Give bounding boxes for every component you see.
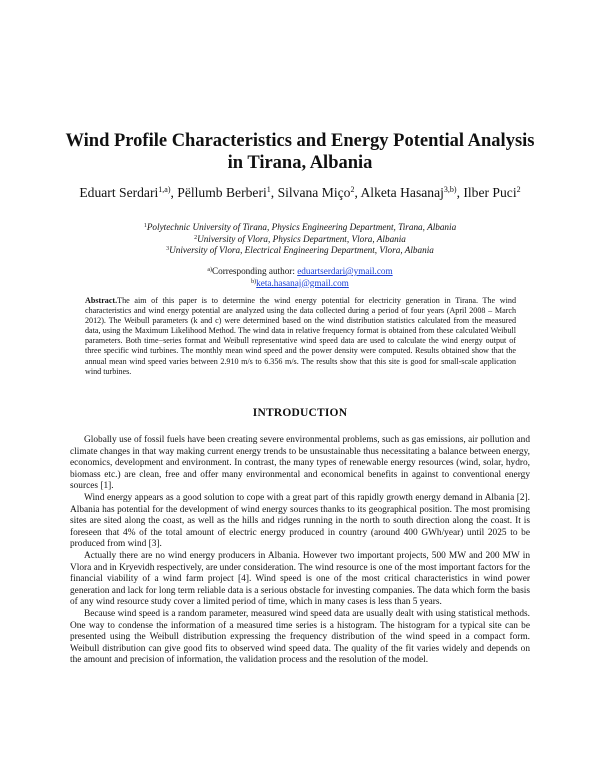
author-separator: , (270, 185, 278, 200)
author-name: Silvana Miço (277, 185, 351, 200)
author-affiliation-mark: 1,a) (158, 185, 171, 194)
author-list (40, 185, 560, 201)
body-paragraph: Actually there are no wind energy producers in Albania. However two important projects, 500 MW and 200 MW in Vlora and in Kryevidh respectively, are under consideration. The wind resource is one of the most important factors for the financial viability of a wind farm project [4]. Wind speed is one of the most critical characteristics in wind power generation and lack for long term reliable data is a serious obstacle for investing companies. The data which form the basis of any wind resource study cover a limited period of time, which in many cases is less than 5 years. (70, 550, 530, 608)
corresponding-mark: a) (207, 267, 212, 273)
abstract (85, 296, 516, 377)
author-affiliation-mark: 2 (516, 185, 521, 194)
affiliation-mark: 2 (194, 234, 198, 241)
title-line-2: in Tirana, Albania (227, 153, 373, 173)
author-name: Alketa Hasanaj (360, 185, 444, 200)
author-affiliation-mark: 1 (266, 185, 271, 194)
affiliation-line (60, 245, 540, 257)
corresponding-label: Corresponding author: (211, 266, 298, 276)
corresponding-mark: b) (251, 278, 257, 285)
author-separator: , (170, 185, 178, 200)
body-paragraph: Wind energy appears as a good solution to cope with a great part of this rapidly growth energy demand in Albania [2]. Albania has potential for the development of wind energy sources thanks to its geographical position. The most promising sites are sited along the coast, as well as the hills and ridges running in the north to south direction along the coast. It is foreseen that 4% of the total amount of electric energy produced in country (around 400 GWh/year) until 2025 to be produced from wind [3]. (70, 492, 530, 550)
affiliation-line (60, 222, 540, 234)
corresponding-authors (100, 266, 500, 289)
affiliation-text: University of Vlora, Electrical Engineering Department, Vlora, Albania (169, 245, 434, 255)
affiliation-text: Polytechnic University of Tirana, Physics Engineering Department, Tirana, Albania (146, 222, 457, 232)
corresponding-line-a (100, 266, 500, 278)
abstract-text: The aim of this paper is to determine the wind energy potential for electricity generation in Tirana. The wind characteristics and wind energy potential are analyzed using the data collected during a period of four years (April 2008 – March 2012). The Weibull parameters (k and c) were determined based on the wind distribution statistics calculated from the measured data, using the Maximum Likelihood Method. The wind data in relative frequency format is obtained from these calculated Weibull parameters. Both time−series format and Weibull representative wind speed data are used to calculate the wind energy output of three specific wind turbines. The monthly mean wind speed and the power density were computed. Results obtained show that the annual mean wind speed varies between 2.910 m/s to 6.356 m/s. The results show that this site is good for small-scale application wind turbines. (85, 296, 516, 376)
abstract-label: Abstract. (85, 296, 118, 305)
author-separator: , (354, 185, 361, 200)
paper-title (50, 130, 550, 174)
body-paragraph: Because wind speed is a random parameter, measured wind speed data are usually dealt with using statistical methods. One way to condense the information of a measured time series is a histogram. The histogram for a typical site can be presented using the Weibull distribution expressing the frequency distribution of the wind speed in a compact form. Weibull distribution can give good fits to observed wind speed data. The quality of the fit varies widely and depends on the amount and precision of information, the validation process and the resolution of the model. (70, 608, 530, 666)
affiliation-mark: 1 (143, 223, 147, 229)
title-line-1: Wind Profile Characteristics and Energy Potential Analysis (65, 131, 535, 151)
email-link-serdari[interactable]: eduartserdari@ymail.com (297, 266, 393, 276)
corresponding-line-b (100, 278, 500, 290)
author-name: Pëllumb Berberi (177, 185, 267, 200)
affiliation-line (60, 234, 540, 246)
author-name: Eduart Serdari (79, 185, 159, 200)
body-paragraph: Globally use of fossil fuels have been creating severe environmental problems, such as gas emissions, air pollution and climate changes in that way making current energy trends to be unsustainable thus necessitating a balance between energy, economics, development and environment. In contrast, the many types of renewable energy resources (wind, solar, hydro, biomass etc.) are clean, free and offer many environmental and economical benefits in against to conventional energy sources [1]. (70, 435, 530, 492)
author-affiliation-mark: 2 (350, 185, 355, 194)
email-link-hasanaj[interactable]: keta.hasanaj@gmail.com (256, 277, 349, 288)
affiliation-mark: 3 (166, 246, 170, 252)
introduction-body (70, 435, 530, 667)
affiliation-text: University of Vlora, Physics Department, Vlora, Albania (197, 233, 406, 244)
author-separator: , (456, 185, 464, 200)
affiliations (60, 222, 540, 257)
author-name: Ilber Puci (463, 185, 517, 200)
author-affiliation-mark: 3,b) (443, 185, 457, 194)
section-heading-introduction: INTRODUCTION (252, 407, 348, 419)
